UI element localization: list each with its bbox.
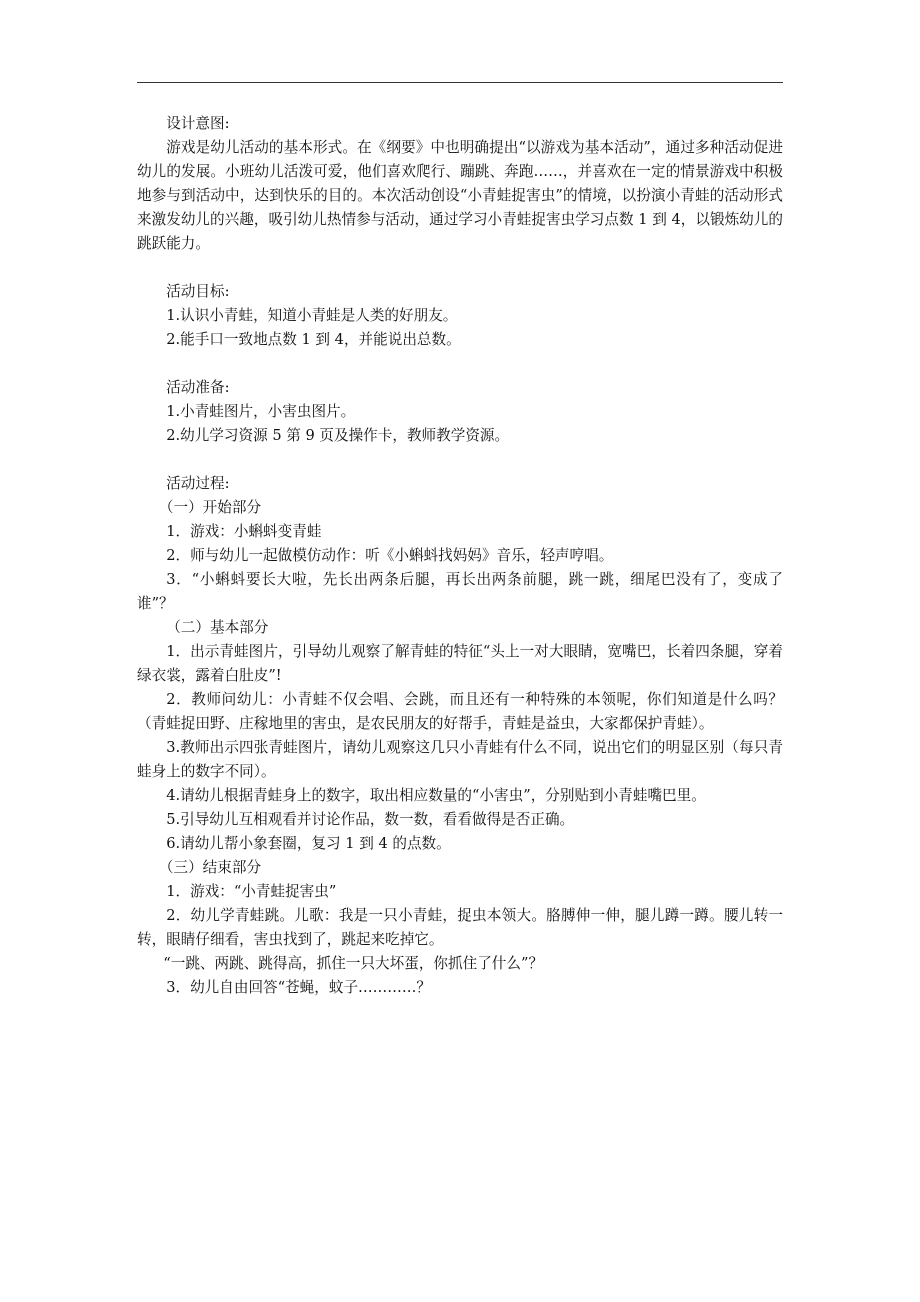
process-item: 2．幼儿学青蛙跳。儿歌：我是一只小青蛙，捉虫本领大。胳膊伸一伸，腿儿蹲一蹲。腰儿转一转，眼睛仔细看，害虫找到了，跳起来吃掉它。 [137, 907, 783, 948]
section-title: （一）开始部分 [158, 499, 262, 516]
process-item: 1．游戏：“小青蛙捉害虫” [166, 883, 337, 900]
process-item: 5.引导幼儿互相观看并讨论作品，数一数，看看做得是否正确。 [166, 811, 575, 828]
process-item: 3.教师出示四张青蛙图片，请幼儿观察这几只小青蛙有什么不同，说出它们的明显区别（每只青蛙身上的数字不同）。 [137, 739, 783, 780]
document-body [137, 112, 783, 1000]
process-item: 2．教师问幼儿：小青蛙不仅会唱、会跳，而且还有一种特殊的本领呢，你们知道是什么吗？（青蛙捉田野、庄稼地里的害虫，是农民朋友的好帮手，青蛙是益虫，大家都保护青蛙）。 [137, 691, 783, 732]
process-item: 2．师与幼儿一起做模仿动作：听《小蝌蚪找妈妈》音乐，轻声哼唱。 [166, 547, 614, 564]
header-rule [137, 82, 783, 83]
process-item: 6.请幼儿帮小象套圈，复习 1 到 4 的点数。 [166, 835, 451, 852]
prep-heading: 活动准备: [166, 379, 230, 396]
process-item: 4.请幼儿根据青蛙身上的数字，取出相应数量的“小害虫”，分别贴到小青蛙嘴巴里。 [166, 787, 706, 804]
section-title: （二）基本部分 [166, 619, 269, 636]
process-heading: 活动过程: [166, 475, 230, 492]
goal-item: 2.能手口一致地点数 1 到 4，并能说出总数。 [166, 331, 461, 348]
spacer [137, 448, 783, 472]
spacer [137, 256, 783, 280]
intent-paragraph: 游戏是幼儿活动的基本形式。在《纲要》中也明确提出“以游戏为基本活动”，通过多种活动促进幼儿的发展。小班幼儿活泼可爱，他们喜欢爬行、蹦跳、奔跑……，并喜欢在一定的情景游戏中积极地参与到活动中，达到快乐的目的。本次活动创设“小青蛙捉害虫”的情境，以扮演小青蛙的活动形式来激发幼儿的兴趣，吸引幼儿热情参与活动，通过学习小青蛙捉害虫学习点数 1 到 4，以锻炼幼儿的跳跃能力。 [137, 139, 783, 252]
goals-heading: 活动目标: [166, 283, 230, 300]
process-item: 1．出示青蛙图片，引导幼儿观察了解青蛙的特征“头上一对大眼睛，宽嘴巴，长着四条腿，穿着绿衣裳，露着白肚皮”! [137, 643, 783, 684]
section-title: （三）结束部分 [158, 859, 262, 876]
process-item: 3．幼儿自由回答“苍蝇，蚊子…………？ [166, 979, 432, 996]
spacer [137, 352, 783, 376]
goal-item: 1.认识小青蛙，知道小青蛙是人类的好朋友。 [166, 307, 458, 324]
process-item: 3．“小蝌蚪要长大啦，先长出两条后腿，再长出两条前腿，跳一跳，细尾巴没有了，变成了谁”？ [137, 571, 783, 612]
prep-item: 2.幼儿学习资源 5 第 9 页及操作卡，教师教学资源。 [166, 427, 510, 444]
process-item: “一跳、两跳、跳得高，抓住一只大坏蛋，你抓住了什么”？ [163, 955, 544, 972]
intent-heading: 设计意图: [166, 115, 230, 132]
prep-item: 1.小青蛙图片，小害虫图片。 [166, 403, 356, 420]
process-item: 1．游戏：小蝌蚪变青蛙 [166, 523, 322, 540]
